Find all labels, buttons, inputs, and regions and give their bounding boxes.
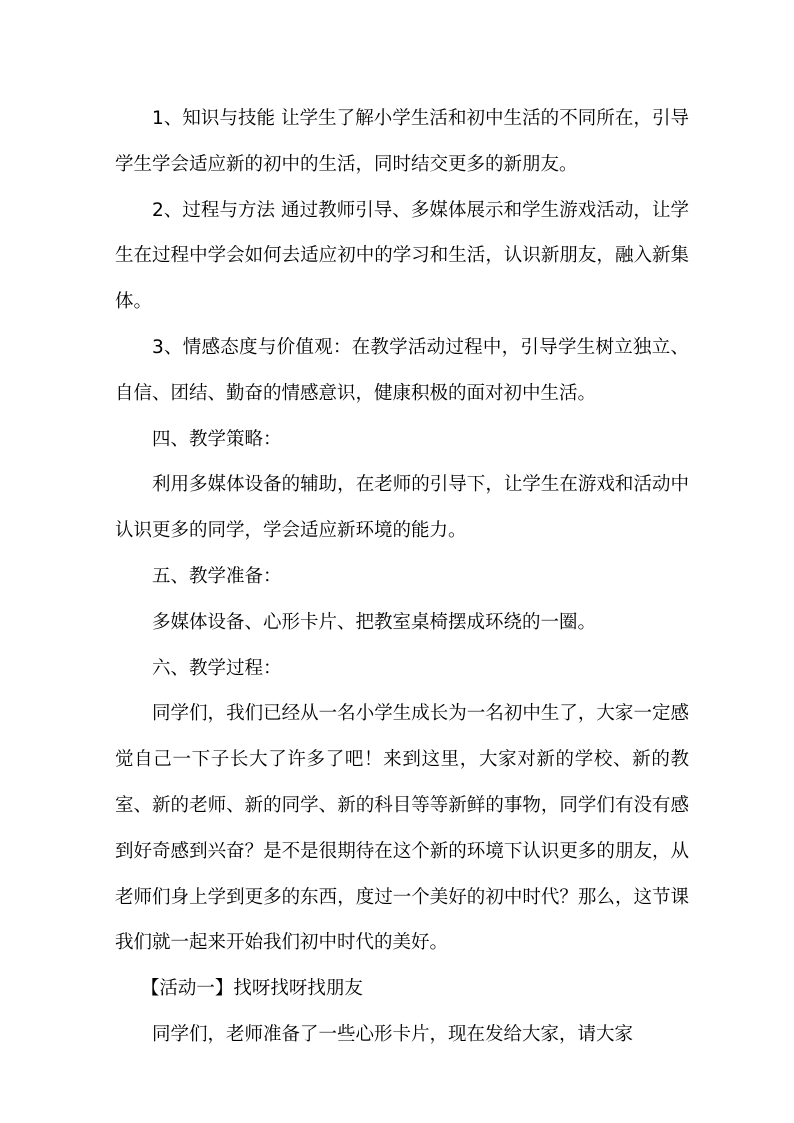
paragraph-emotion-values: 3、情感态度与价值观：在教学活动过程中，引导学生树立独立、自信、团结、勤奋的情感意识，健康积极的面对初中生活。: [115, 336, 689, 404]
heading-teaching-process: 六、教学过程：: [152, 657, 282, 679]
paragraph-activity-one: 同学们，老师准备了一些心形卡片，现在发给大家，请大家: [152, 1023, 634, 1045]
heading-teaching-strategy: 四、教学策略：: [152, 428, 282, 450]
heading-activity-one: 【活动一】找呀找呀找朋友: [140, 978, 363, 1000]
paragraph-introduction: 同学们，我们已经从一名小学生成长为一名初中生了，大家一定感觉自己一下子长大了许多了吧！来到这里，大家对新的学校、新的教室、新的老师、新的同学、新的科目等等新鲜的事物，同学们有没有感到好奇感到兴奋？是不是很期待在这个新的环境下认识更多的朋友，从老师们身上学到更多的东西，度过一个美好的初中时代？那么，这节课我们就一起来开始我们初中时代的美好。: [115, 703, 689, 954]
heading-teaching-preparation: 五、教学准备：: [152, 565, 282, 587]
document-body: [115, 96, 689, 1058]
paragraph-process-methods: 2、过程与方法 通过教师引导、多媒体展示和学生游戏活动，让学生在过程中学会如何去适应初中的学习和生活，认识新朋友，融入新集体。: [115, 199, 689, 313]
paragraph-teaching-preparation: 多媒体设备、心形卡片、把教室桌椅摆成环绕的一圈。: [152, 611, 597, 633]
paragraph-knowledge-skills: 1、知识与技能 让学生了解小学生活和初中生活的不同所在，引导学生学会适应新的初中的生活，同时结交更多的新朋友。: [115, 108, 689, 175]
paragraph-teaching-strategy: 利用多媒体设备的辅助，在老师的引导下，让学生在游戏和活动中认识更多的同学，学会适应新环境的能力。: [115, 474, 689, 542]
